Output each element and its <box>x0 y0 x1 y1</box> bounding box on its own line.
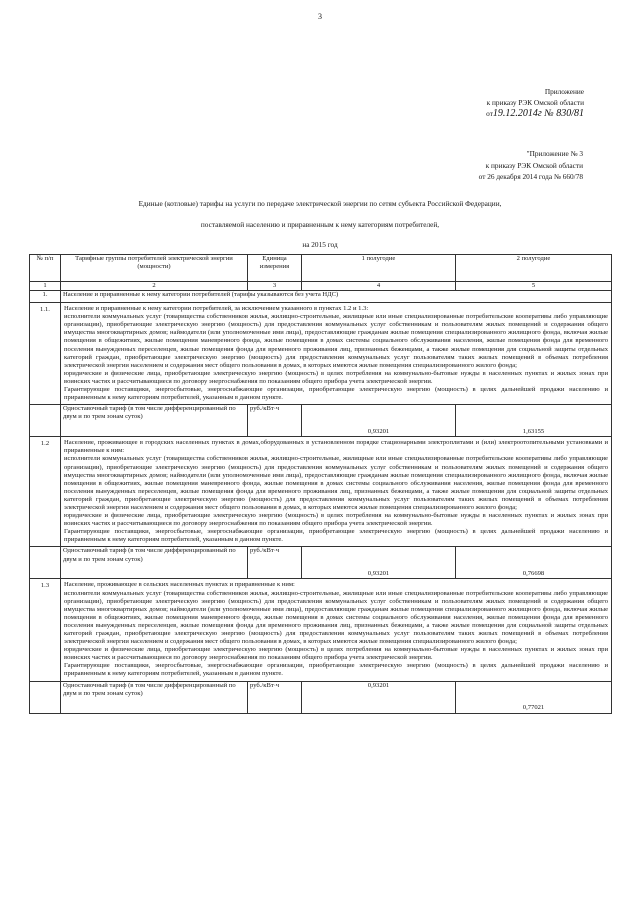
row-paragraph: Гарантирующие поставщики, энергосбытовые, энергоснабжающие организации, приобретающие электрическую энергию (мощность) в целях дальнейшей продажи населению и приравненным к нему категориям потребителей, указанным в данном пункте. <box>64 662 608 678</box>
empty-cell <box>30 547 61 579</box>
document-title-line2: поставляемой населению и приравненным к нему категориям потребителей, <box>200 220 440 229</box>
row-num: 1.3 <box>30 579 61 681</box>
row-paragraph: Население, проживающее в городских населенных пунктах в домах,оборудованных в установленном порядке стационарными электроплитами и (или) электроотопительными установками и приравненные к ним: <box>64 439 608 455</box>
tariff-label: Одноставочный тариф (в том числе дифференцированный по двум и по трем зонам суток) <box>61 681 248 713</box>
section-num: 1. <box>30 291 61 303</box>
tariff-unit: руб./кВт·ч <box>248 681 302 713</box>
tariff-unit: руб./кВт·ч <box>248 547 302 579</box>
handwritten-date-number: 19.12.2014г № 830/81 <box>492 108 584 119</box>
column-number: 4 <box>302 282 456 291</box>
appendix-order-date <box>486 108 584 119</box>
column-number-row <box>30 282 612 291</box>
row-paragraph: юридические и физические лица, приобретающие электрическую энергию (мощность) в целях потребления на коммунально-бытовые нужды в населенных пунктах и жилых зонах при воинских частях и рассчитывающиеся по договору энергоснабжения по показаниям общего прибора учета электрической энергии. <box>64 646 608 662</box>
header-second-half: 2 полугодие <box>456 255 612 282</box>
tariff-row <box>30 405 612 437</box>
tariff-label: Одноставочный тариф (в том числе дифференцированный по двум и по трем зонам суток) <box>61 405 248 437</box>
row-paragraph: Гарантирующие поставщики, энергосбытовые, энергоснабжающие организации, приобретающие электрическую энергию (мощность) в целях дальнейшей продажи населению и приравненным к нему категориям потребителей, указанным в данном пункте. <box>64 528 608 544</box>
row-paragraph: юридические и физические лица, приобретающие электрическую энергию (мощность) в целях потребления на коммунально-бытовые нужды в населенных пунктах и жилых зонах при воинских частях и рассчитывающиеся по договору энергоснабжения по показаниям общего прибора учета электрической энергии. <box>64 512 608 528</box>
tariff-second-half: 0,76698 <box>456 547 612 579</box>
original-appendix-header <box>479 148 583 183</box>
column-number: 5 <box>456 282 612 291</box>
row-description <box>61 579 612 681</box>
table-header-row <box>30 255 612 282</box>
empty-cell <box>30 681 61 713</box>
table-row <box>30 303 612 405</box>
appendix-label: Приложение <box>544 87 584 96</box>
row-num: 1.1. <box>30 303 61 405</box>
tariff-first-half: 0,93201 <box>302 547 456 579</box>
header-unit: Единица измерения <box>248 255 302 282</box>
column-number: 1 <box>30 282 61 291</box>
table-row <box>30 437 612 547</box>
page-number: 3 <box>318 12 322 21</box>
column-number: 3 <box>248 282 302 291</box>
row-paragraph: исполнители коммунальных услуг (товарищества собственников жилья, жилищно-строительные, жилищные или иные специализированные потребительские кооперативы либо управляющие организации), приобретающие электрическую энергию (мощность) для предоставления коммунальных услуг собственникам и пользователям жилых помещений и содержания общего имущества многоквартирных домов; наймодатели (или уполномоченные ими лица), предоставляющие гражданам жилые помещения специализированного жилищного фонда, включая жилые помещения в общежитиях, жилые помещения маневренного фонда, жилые помещения в домах системы социального обслуживания населения, жилые помещения фонда для временного поселения вынужденных переселенцев, жилые помещения фонда для временного проживания лиц, признанных беженцами, а также жилые помещения для социальной защиты отдельных категорий граждан, приобретающие электрическую энергию (мощность) для предоставления коммунальных услуг пользователям таких жилых помещений в объемах потребления электрической энергии населением и содержания мест общего пользования в домах, в которых имеются жилые помещения специализированного жилого фонда; <box>64 455 608 511</box>
appendix-header <box>486 86 584 119</box>
tariff-second-half: 1,63155 <box>456 405 612 437</box>
tariff-label: Одноставочный тариф (в том числе дифференцированный по двум и по трем зонам суток) <box>61 547 248 579</box>
header-group: Тарифные группы потребителей электрической энергии (мощности) <box>61 255 248 282</box>
section-row <box>30 291 612 303</box>
row-num: 1.2 <box>30 437 61 547</box>
tariff-second-half: 0,77021 <box>456 681 612 713</box>
tariff-unit: руб./кВт·ч <box>248 405 302 437</box>
row-paragraph: Гарантирующие поставщики, энергосбытовые, энергоснабжающие организации, приобретающие электрическую энергию (мощность) в целях дальнейшей продажи населению и приравненным к нему категориям потребителей, указанным в данном пункте. <box>64 386 608 402</box>
original-appendix-order-ref: к приказу РЭК Омской области <box>485 160 583 170</box>
tariff-row <box>30 547 612 579</box>
row-description <box>61 303 612 405</box>
document-title-line1: Единые (котловые) тарифы на услуги по передаче электрической энергии по сетям субъекта Российской Федерации, <box>138 199 502 208</box>
row-paragraph: исполнители коммунальных услуг (товарищества собственников жилья, жилищно-строительные, жилищные или иные специализированные потребительские кооперативы либо управляющие организации), приобретающие электрическую энергию (мощность) для предоставления коммунальных услуг собственникам и пользователям жилых помещений и содержания общего имущества многоквартирных домов; наймодатели (или уполномоченные ими лица), предоставляющие гражданам жилые помещения специализированного жилищного фонда, включая жилые помещения в общежитиях, жилые помещения маневренного фонда, жилые помещения в домах системы социального обслуживания населения, жилые помещения фонда для временного поселения вынужденных переселенцев, жилые помещения фонда для временного проживания лиц, признанных беженцами, а также жилые помещения для социальной защиты отдельных категорий граждан, приобретающие электрическую энергию (мощность) для предоставления коммунальных услуг пользователям таких жилых помещений в объемах потребления электрической энергии населением и содержания мест общего пользования в домах, в которых имеются жилые помещения специализированного жилого фонда; <box>64 589 608 646</box>
table-row <box>30 579 612 681</box>
original-appendix-order-date: от 26 декабря 2014 года № 660/78 <box>478 172 583 181</box>
row-description <box>61 437 612 547</box>
tariff-table <box>29 254 612 714</box>
row-paragraph: Население, проживающее в сельских населенных пунктах и приравненные к ним: <box>64 581 295 589</box>
document-title-line3: на 2015 год <box>302 240 338 249</box>
appendix-order-ref: к приказу РЭК Омской области <box>486 98 584 107</box>
header-num: № п/п <box>30 255 61 282</box>
date-prefix: от <box>486 109 493 118</box>
row-paragraph: исполнители коммунальных услуг (товарищества собственников жилья, жилищно-строительные, жилищные или иные специализированные потребительские кооперативы либо управляющие организации), приобретающие электрическую энергию (мощность) для предоставления коммунальных услуг собственникам и пользователям жилых помещений и содержания общего имущества многоквартирных домов; наймодатели (или уполномоченные ими лица), предоставляющие гражданам жилые помещения специализированного жилищного фонда, включая жилые помещения в общежитиях, жилые помещения маневренного фонда, жилые помещения в домах системы социального обслуживания населения, жилые помещения фонда для временного поселения вынужденных переселенцев, жилые помещения фонда для временного проживания лиц, признанных беженцами, а также жилые помещения для социальной защиты отдельных категорий граждан, приобретающие электрическую энергию (мощность) для предоставления коммунальных услуг пользователям таких жилых помещений в объемах потребления электрической энергии населением и содержания мест общего пользования в домах, в которых имеются жилые помещения специализированного жилого фонда; <box>64 313 608 369</box>
tariff-row <box>30 681 612 713</box>
row-paragraph: Население и приравненные к нему категории потребителей, за исключением указанного в пунктах 1.2 и 1.3: <box>64 305 369 313</box>
original-appendix-label: "Приложение № 3 <box>526 149 583 158</box>
column-number: 2 <box>61 282 248 291</box>
tariff-first-half: 0,93201 <box>302 405 456 437</box>
tariff-first-half: 0,93201 <box>302 681 456 713</box>
header-first-half: 1 полугодие <box>302 255 456 282</box>
empty-cell <box>30 405 61 437</box>
row-paragraph: юридические и физические лица, приобретающие электрическую энергию (мощность) в целях потребления на коммунально-бытовые нужды в населенных пунктах и жилых зонах при воинских частях и рассчитывающиеся по договору энергоснабжения по показаниям общего прибора учета электрической энергии. <box>64 369 608 385</box>
section-title: Население и приравненные к нему категории потребителей (тарифы указываются без учета НДС) <box>61 291 612 303</box>
